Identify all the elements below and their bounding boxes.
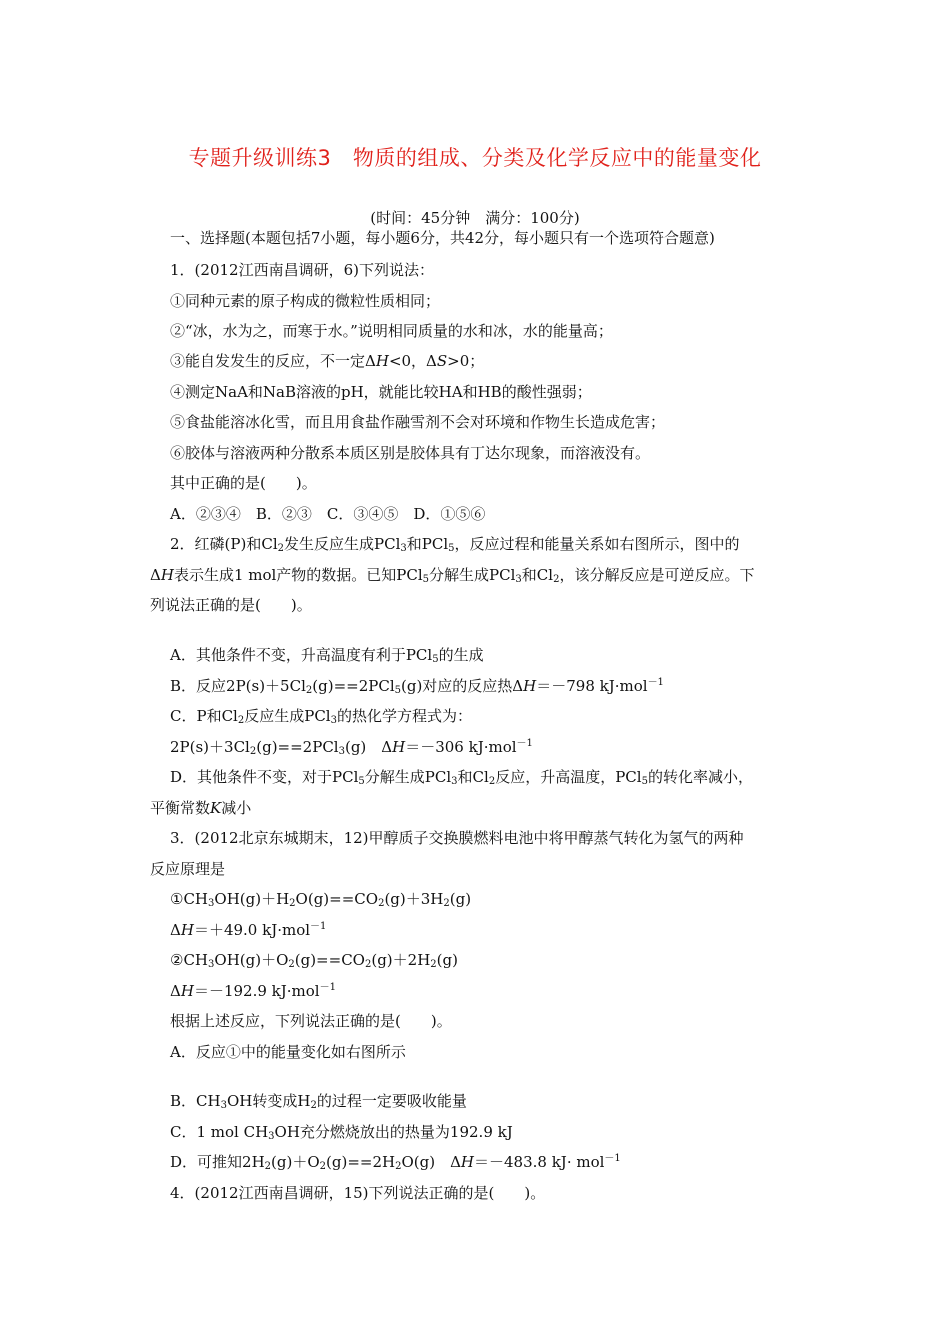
q2-option-d: D．其他条件不变，对于PCl$_5$分解生成PCl$_3$和$Cl_2$反应，升高温度，PCl$_5$的转化率减小， [170, 768, 753, 787]
section-heading: 一、选择题(本题包括7小题，每小题6分，共42分，每小题只有一个选项符合题意) [170, 229, 715, 247]
q1-statement-4: ④测定NaA和NaB溶液的pH，就能比较HA和HB的酸性强弱； [170, 383, 592, 401]
q1-question: 其中正确的是( )。 [170, 474, 317, 492]
q3-line-1: 3．(2012北京东城期末，12)甲醇质子交换膜燃料电池中将甲醇蒸气转化为氢气的两种 [170, 829, 744, 847]
time-score-subtitle: (时间：45分钟 满分：100分) [370, 209, 580, 227]
q2-option-a: A．其他条件不变，升高温度有利于PCl$_5$的生成 [170, 646, 484, 665]
q3-enthalpy-2: ΔH＝－192.9 kJ·mol$^{-1}$ [170, 982, 336, 1000]
q3-line-2: 反应原理是 [150, 860, 226, 878]
page-title: 专题升级训练3 物质的组成、分类及化学反应中的能量变化 [188, 146, 762, 170]
q3-question: 根据上述反应，下列说法正确的是( )。 [170, 1012, 452, 1030]
q2-line-1: 2．红磷(P)和$Cl_2$发生反应生成PCl$_3$和PCl$_5$，反应过程和能量关系如右图所示，图中的 [170, 535, 740, 554]
q2-option-c: C．P和$Cl_2$反应生成PCl$_3$的热化学方程式为： [170, 707, 472, 726]
q3-reaction-2: $②CH_3OH(g)+O_2(g)==CO_2(g)+2H_2(g)$ [170, 951, 458, 970]
q3-enthalpy-1: ΔH＝＋49.0 kJ·mol$^{-1}$ [170, 921, 327, 939]
q1-options: A．②③④ B．②③ C．③④⑤ D．①⑤⑥ [170, 505, 486, 523]
q1-statement-6: ⑥胶体与溶液两种分散系本质区别是胶体具有丁达尔现象，而溶液没有。 [170, 444, 651, 462]
q2-line-3: 列说法正确的是( )。 [150, 596, 312, 614]
q1-statement-2: ②“冰，水为之，而寒于水。”说明相同质量的水和冰，水的能量高； [170, 322, 613, 340]
q3-option-d: D．可推知$2H_2(g)+O_2(g)==2H_2O(g)$ ΔH＝－483.8 kJ· mol$^{-1}$ [170, 1153, 621, 1172]
q3-option-b: B．$CH_3OH$转变成$H_2$的过程一定要吸收能量 [170, 1092, 467, 1111]
q4-stem: 4．(2012江西南昌调研，15)下列说法正确的是( )。 [170, 1184, 546, 1202]
q3-reaction-1: $①CH_3OH(g)+H_2O(g)==CO_2(g)+3H_2(g)$ [170, 890, 472, 909]
q3-option-a: A．反应①中的能量变化如右图所示 [170, 1043, 406, 1061]
q2-option-b: B．反应$2P(s)+5Cl_2(g)==2PCl_5(g)$对应的反应热ΔH＝－798 kJ·mol$^{-1}$ [170, 677, 664, 696]
q2-option-d-cont: 平衡常数K减小 [150, 799, 252, 817]
q1-statement-3: ③能自发发生的反应，不一定ΔH<0，ΔS>0； [170, 352, 485, 370]
q2-line-2: ΔH表示生成1 mol产物的数据。已知PCl$_5$分解生成PCl$_3$和$Cl_2$，该分解反应是可逆反应。下 [150, 566, 755, 585]
q1-statement-5: ⑤食盐能溶冰化雪，而且用食盐作融雪剂不会对环境和作物生长造成危害； [170, 413, 666, 431]
q1-statement-1: ①同种元素的原子构成的微粒性质相同； [170, 292, 441, 310]
q1-stem: 1．(2012江西南昌调研，6)下列说法： [170, 261, 434, 279]
q3-option-c: C．1 mol $CH_3OH$充分燃烧放出的热量为192.9 kJ [170, 1123, 513, 1142]
q2-option-c-equation: $2P(s)+3Cl_2(g)==2PCl_3(g)$ ΔH＝－306 kJ·mol$^{-1}$ [170, 738, 533, 757]
